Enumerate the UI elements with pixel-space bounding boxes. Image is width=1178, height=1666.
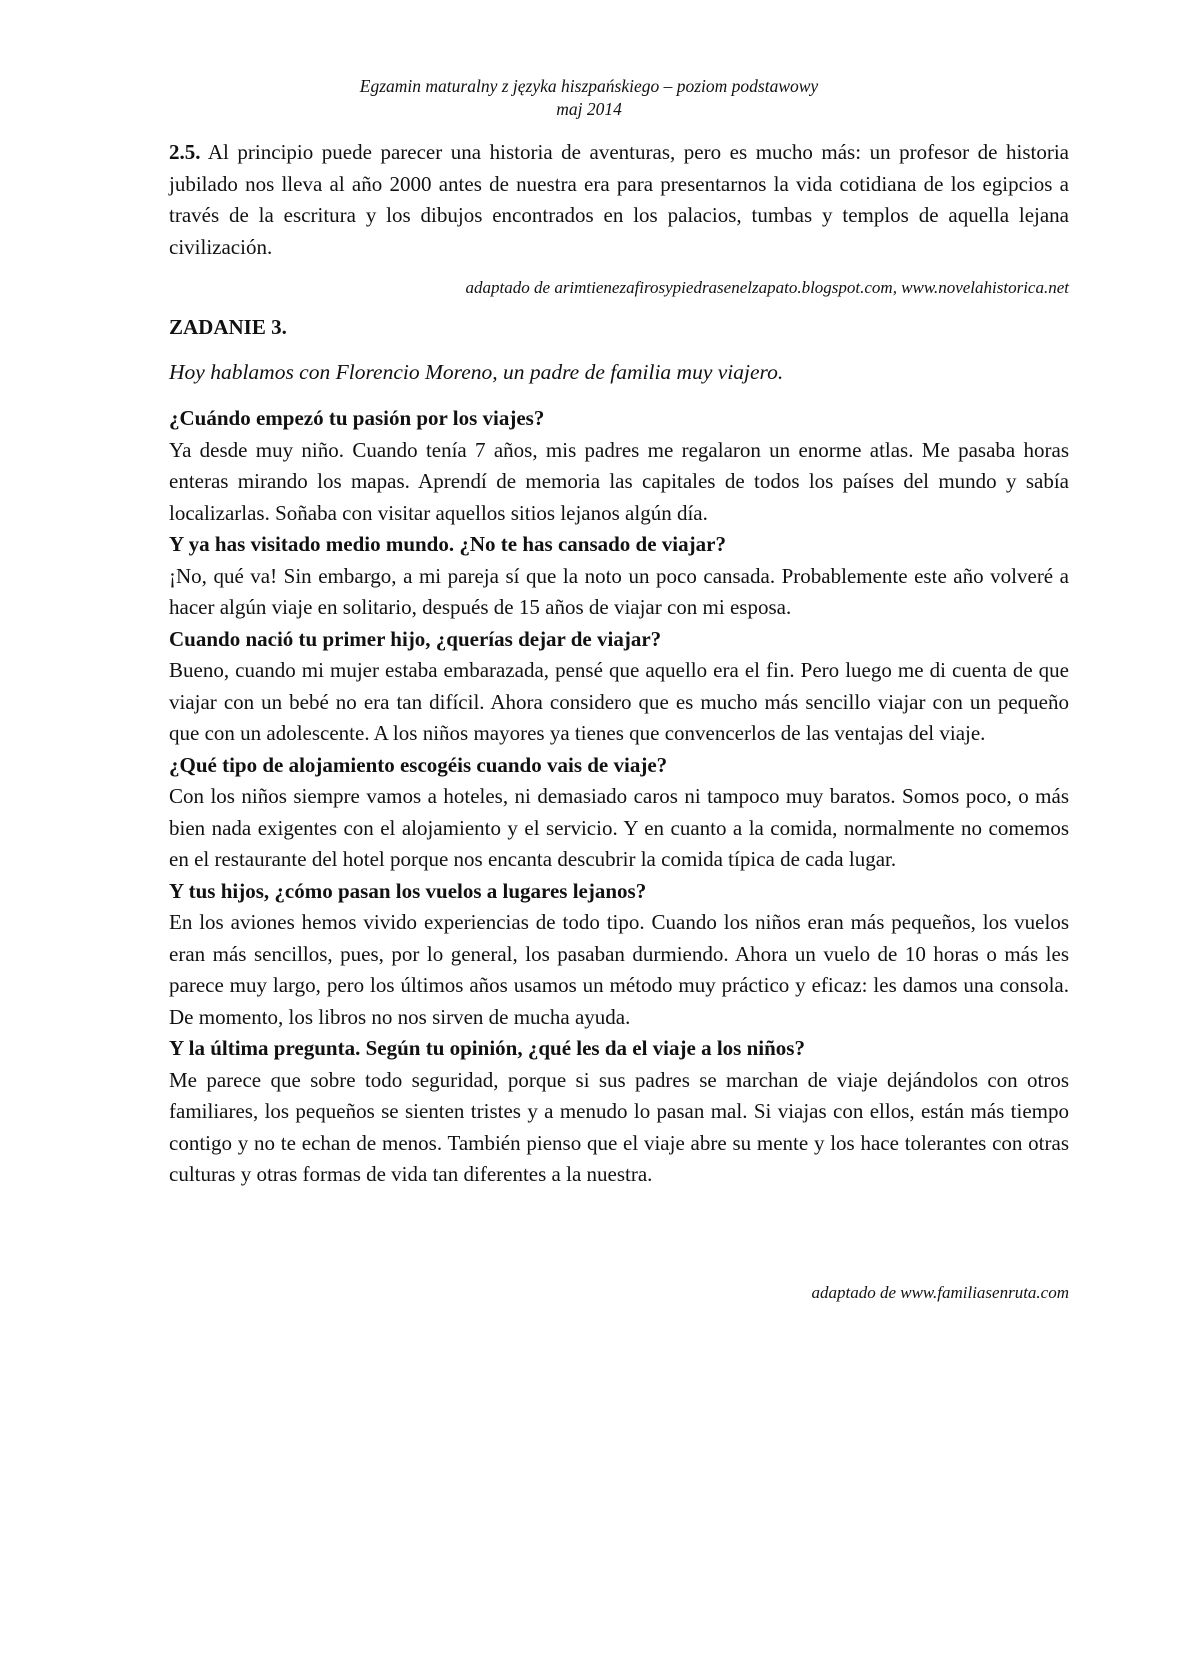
interview-answer: Ya desde muy niño. Cuando tenía 7 años, mis padres me regalaron un enorme atlas. Me pasaba horas enteras mirando los mapas. Aprendí de memoria las capitales de todos los países del mundo y sabía localizarlas. Soñaba con visitar aquellos sitios lejanos algún día.: [169, 437, 1069, 525]
interview-question: Y tus hijos, ¿cómo pasan los vuelos a lugares lejanos?: [169, 878, 647, 903]
source-citation-1: adaptado de arimtienezafirosypiedrasenelzapato.blogspot.com, www.novelahistorica.net: [465, 278, 1069, 297]
interview-answer: En los aviones hemos vivido experiencias de todo tipo. Cuando los niños eran más pequeños, los vuelos eran más sencillos, pues, por lo general, los pasaban durmiendo. Ahora un vuelo de 10 horas o más les parece muy largo, pero los últimos años usamos un método muy práctico y eficaz: les damos una consola. De momento, los libros no nos sirven de mucha ayuda.: [169, 910, 1069, 1029]
item-text: Al principio puede parecer una historia de aventuras, pero es mucho más: un profesor de historia jubilado nos lleva al año 2000 antes de nuestra era para presentarnos la vida cotidiana de los egipcios a través de la escritura y los dibujos encontrados en los palacios, tumbas y templos de aquella lejana civilización.: [169, 140, 1070, 259]
interview-answer: ¡No, qué va! Sin embargo, a mi pareja sí que la noto un poco cansada. Probablemente este año volveré a hacer algún viaje en solitario, después de 15 años de viajar con mi esposa.: [169, 563, 1069, 619]
source-citation-2: adaptado de www.familiasenruta.com: [811, 1283, 1069, 1302]
item-2-5-paragraph: [169, 137, 1069, 263]
interview-answer: Con los niños siempre vamos a hoteles, ni demasiado caros ni tampoco muy baratos. Somos poco, o más bien nada exigentes con el alojamiento y el servicio. Y en cuanto a la comida, normalmente no comemos en el restaurante del hotel porque nos encanta descubrir la comida típica de cada lugar.: [169, 784, 1069, 871]
page-header-title: Egzamin maturalny z języka hiszpańskiego – poziom podstawowy: [359, 76, 819, 96]
text-item-2-5: [169, 137, 1069, 263]
interview-question: Cuando nació tu primer hijo, ¿querías dejar de viajar?: [169, 626, 662, 651]
item-number: 2.5.: [169, 140, 201, 164]
interview-text: [169, 403, 1069, 1191]
page-header-date: maj 2014: [556, 99, 622, 119]
interview-question: Y la última pregunta. Según tu opinión, ¿qué les da el viaje a los niños?: [169, 1036, 805, 1060]
interview-question: Y ya has visitado medio mundo. ¿No te has cansado de viajar?: [169, 532, 726, 556]
task-intro: Hoy hablamos con Florencio Moreno, un padre de familia muy viajero.: [169, 360, 784, 384]
interview-answer: Me parece que sobre todo seguridad, porque si sus padres se marchan de viaje dejándolos con otros familiares, los pequeños se sienten tristes y a menudo lo pasan mal. Si viajas con ellos, están más tiempo contigo y no te echan de menos. También pienso que el viaje abre su mente y los hace tolerantes con otras culturas y otras formas de vida tan diferentes a la nuestra.: [169, 1067, 1069, 1186]
interview-question: ¿Cuándo empezó tu pasión por los viajes?: [169, 406, 545, 430]
interview-answer: Bueno, cuando mi mujer estaba embarazada, pensé que aquello era el fin. Pero luego me di cuenta de que viajar con un bebé no era tan difícil. Ahora considero que es mucho más sencillo viajar con un pequeño que con un adolescente. A los niños mayores ya tienes que convencerlos de las ventajas del viaje.: [169, 658, 1069, 745]
task-title: ZADANIE 3.: [169, 315, 287, 339]
interview-question: ¿Qué tipo de alojamiento escogéis cuando vais de viaje?: [169, 752, 668, 777]
